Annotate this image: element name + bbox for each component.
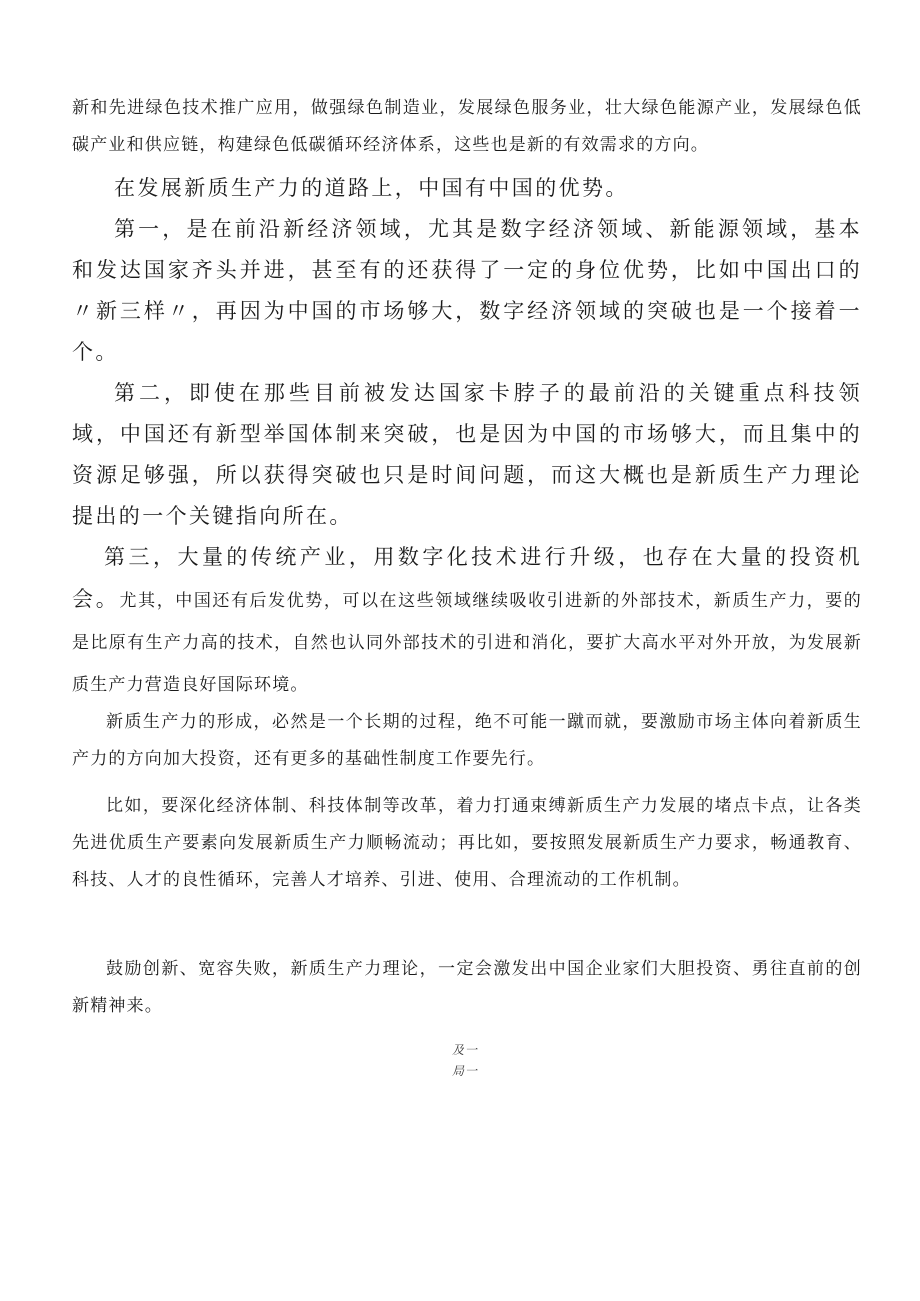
paragraph-third-point — [72, 537, 862, 706]
paragraph-reforms — [72, 788, 862, 899]
paragraph-text: 第一，是在前沿新经济领域，尤其是数字经济领域、新能源领域，基本和发达国家齐头并进，甚至有的还获得了一定的身位优势，比如中国出口的〃新三样〃，再因为中国的市场够大，数字经济领域的突破也是一个接着一个。 — [72, 217, 862, 364]
paragraph-innovation — [72, 951, 862, 1025]
paragraph-text: 鼓励创新、宽容失败，新质生产力理论，一定会激发出中国企业家们大胆投资、勇往直前的创新精神来。 — [72, 959, 862, 1016]
paragraph-green-tech — [72, 90, 862, 164]
paragraph-text: 比如，要深化经济体制、科技体制等改革，着力打通束缚新质生产力发展的堵点卡点，让各类先进优质生产要素向发展新质生产力顺畅流动；再比如，要按照发展新质生产力要求，畅通教育、科技、人才的良性循环，完善人才培养、引进、使用、合理流动的工作机制。 — [72, 796, 862, 890]
footer-mark-line2: 局一 — [452, 1064, 479, 1078]
paragraph-first-point — [72, 209, 862, 373]
footer-mark-line1: 及一 — [452, 1043, 479, 1057]
paragraph-text: 在发展新质生产力的道路上，中国有中国的优势。 — [114, 176, 629, 200]
paragraph-advantage-intro — [72, 168, 862, 209]
paragraph-text-small: 尤其，中国还有后发优势，可以在这些领域继续吸收引进新的外部技术，新质生产力，要的是比原有生产力高的技术，自然也认同外部技术的引进和消化，要扩大高水平对外开放，为发展新质生产力营造良好国际环境。 — [72, 591, 862, 695]
paragraph-long-process — [72, 704, 862, 778]
paragraph-second-point — [72, 373, 862, 537]
paragraph-text: 新和先进绿色技术推广应用，做强绿色制造业，发展绿色服务业，壮大绿色能源产业，发展绿色低碳产业和供应链，构建绿色低碳循环经济体系，这些也是新的有效需求的方向。 — [72, 98, 862, 155]
paragraph-text: 第二，即使在那些目前被发达国家卡脖子的最前沿的关键重点科技领域，中国还有新型举国体制来突破，也是因为中国的市场够大，而且集中的资源足够强，所以获得突破也只是时间问题，而这大概也是新质生产力理论提出的一个关键指向所在。 — [72, 381, 862, 528]
paragraph-text-large: 第三，大量的传统产业，用数字化技术进行升级，也存在大量的投资机会。 — [72, 545, 862, 611]
paragraph-text-mixed — [72, 537, 862, 706]
paragraph-text: 新质生产力的形成，必然是一个长期的过程，绝不可能一蹴而就，要激励市场主体向着新质生产力的方向加大投资，还有更多的基础性制度工作要先行。 — [72, 712, 862, 769]
